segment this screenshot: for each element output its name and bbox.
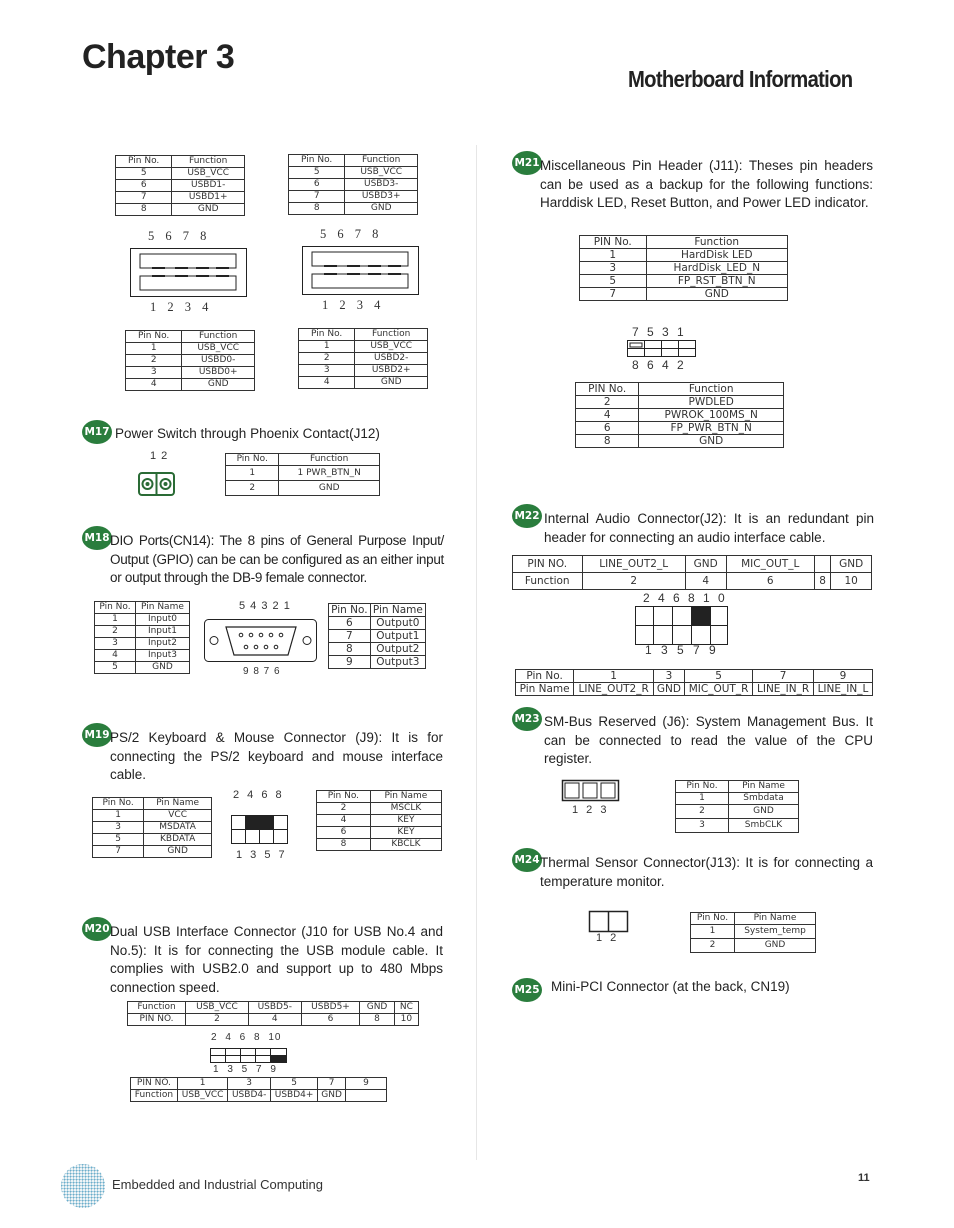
chapter-title: Chapter 3: [82, 38, 235, 76]
phoenix-contact-icon: [138, 470, 176, 497]
m18-output-table: Pin No. Pin Name 6 Output0 7 Output1 8 Output2 9 Output3: [328, 603, 426, 669]
db9-pins-bottom: 9 8 7 6: [243, 666, 281, 677]
thermal-pins: 1 2: [596, 932, 618, 944]
m19-right-table: Pin No. Pin Name 2 MSCLK 4 KEY 6 KEY 8 KBCLK: [316, 790, 442, 851]
m19-description: PS/2 Keyboard & Mouse Connector (J9): It is for connecting the PS/2 keyboard and mouse interface cable.: [110, 730, 443, 782]
m18-input-table: Pin No. Pin Name 1 Input0 2 Input1 3 Input2 4 Input3 5 GND: [94, 601, 190, 674]
m25-title: Mini-PCI Connector (at the back, CN19): [551, 979, 790, 994]
usb-table-4: Pin No. Function 1 USB_VCC 2 USBD2- 3 USBD2+ 4 GND: [298, 328, 428, 389]
m22-bottom-table: Pin No. 1 3 5 7 9 Pin Name LINE_OUT2_R GND MIC_OUT_R LINE_IN_R LINE_IN_L: [515, 669, 873, 696]
usb-table-1: Pin No. Function 5 USB_VCC 6 USBD1- 7 USBD1+ 8 GND: [115, 155, 245, 216]
usb-pins-top-1: 5 6 7 8: [148, 229, 208, 243]
m24-table: Pin No. Pin Name 1 System_temp 2 GND: [690, 912, 816, 953]
misc-header-icon: [627, 340, 697, 358]
usb-header-pins-bottom: 1 3 5 7 9: [213, 1064, 277, 1075]
usb-header-pins-top: 2 4 6 8 10: [211, 1032, 282, 1043]
column-divider: [476, 145, 477, 1160]
usb-table-2: Pin No. Function 5 USB_VCC 6 USBD3- 7 USBD3+ 8 GND: [288, 154, 418, 215]
m22-top-table: PIN NO. LINE_OUT2_L GND MIC_OUT_L GND Function 2 4 6 8 10: [512, 555, 872, 590]
usb-pins-bottom-2: 1 2 3 4: [322, 298, 382, 312]
section-badge-m21: M21: [512, 151, 542, 175]
m23-table: Pin No. Pin Name 1 Smbdata 2 GND 3 SmbCLK: [675, 780, 799, 833]
ps2-pins-bottom: 1 3 5 7: [236, 849, 286, 861]
section-badge-m19: M19: [82, 723, 112, 747]
section-badge-m17: M17: [82, 420, 112, 444]
usb-table-3: Pin No. Function 1 USB_VCC 2 USBD0- 3 USBD0+ 4 GND: [125, 330, 255, 391]
footer-tagline: Embedded and Industrial Computing: [112, 1177, 324, 1192]
smbus-header-icon: [562, 780, 620, 802]
misc-pins-bottom: 8 6 4 2: [632, 358, 685, 372]
company-logo-icon: [60, 1163, 106, 1209]
ps2-header-icon: [231, 815, 289, 845]
audio-pins-top: 2 4 6 8 1 0: [643, 591, 726, 605]
m17-title: Power Switch through Phoenix Contact(J12): [115, 426, 380, 441]
audio-pins-bottom: 1 3 5 7 9: [645, 643, 717, 657]
page-number: 11: [858, 1172, 870, 1184]
usb-connector-drawing-2: [302, 246, 420, 296]
m22-description: Internal Audio Connector(J2): It is an redundant pin header for connecting an audio interface cable.: [544, 511, 874, 545]
db9-connector-icon: [204, 619, 318, 663]
usb-pins-top-2: 5 6 7 8: [320, 227, 380, 241]
ps2-pins-top: 2 4 6 8: [233, 789, 283, 801]
section-badge-m18: M18: [82, 526, 112, 550]
m24-description: Thermal Sensor Connector(J13): It is for connecting a temperature monitor.: [540, 855, 873, 889]
misc-pins-top: 7 5 3 1: [632, 325, 685, 339]
section-title: Motherboard Information: [628, 66, 853, 92]
m19-left-table: Pin No. Pin Name 1 VCC 3 MSDATA 5 KBDATA 7 GND: [92, 797, 212, 858]
section-badge-m22: M22: [512, 504, 542, 528]
section-badge-m23: M23: [512, 707, 542, 731]
usb-pins-bottom-1: 1 2 3 4: [150, 300, 210, 314]
m21-table-2: PIN No. Function 2 PWDLED 4 PWROK_100MS_N 6 FP_PWR_BTN_N 8 GND: [575, 382, 784, 448]
db9-pins-top: 5 4 3 2 1: [239, 600, 291, 612]
audio-header-icon: [635, 606, 729, 646]
m21-table-1: PIN No. Function 1 HardDisk LED 3 HardDisk_LED_N 5 FP_RST_BTN_N 7 GND: [579, 235, 788, 301]
m20-bottom-table: PIN NO. 1 3 5 7 9 Function USB_VCC USBD4- USBD4+ GND: [130, 1077, 387, 1102]
m21-description: Miscellaneous Pin Header (J11): Theses pin headers can be used as a backup for the following functions: Harddisk LED, Reset Button, and Power LED indicator.: [540, 158, 873, 210]
smbus-pins: 1 2 3: [572, 804, 608, 816]
m18-description: DIO Ports(CN14): The 8 pins of General Purpose Input/ Output (GPIO) can be can be configured as an either input or output through the DB-9 female connector.: [110, 533, 444, 585]
section-badge-m25: M25: [512, 978, 542, 1002]
m17-table: Pin No. Function 1 1 PWR_BTN_N 2 GND: [225, 453, 380, 496]
usb-header-icon: [210, 1048, 288, 1064]
m20-description: Dual USB Interface Connector (J10 for USB No.4 and No.5): It is for connecting the USB module cable. It complies with USB2.0 and support up to 480 Mbps connection speed.: [110, 924, 443, 995]
m23-description: SM-Bus Reserved (J6): System Management Bus. It can be connected to read the value of the CPU register.: [544, 714, 873, 766]
m17-pins: 1 2: [150, 450, 169, 462]
section-badge-m24: M24: [512, 848, 542, 872]
m20-top-table: Function USB_VCC USBD5- USBD5+ GND NC PIN NO. 2 4 6 8 10: [127, 1001, 419, 1026]
usb-connector-drawing-1: [130, 248, 248, 298]
section-badge-m20: M20: [82, 917, 112, 941]
thermal-header-icon: [589, 911, 629, 933]
